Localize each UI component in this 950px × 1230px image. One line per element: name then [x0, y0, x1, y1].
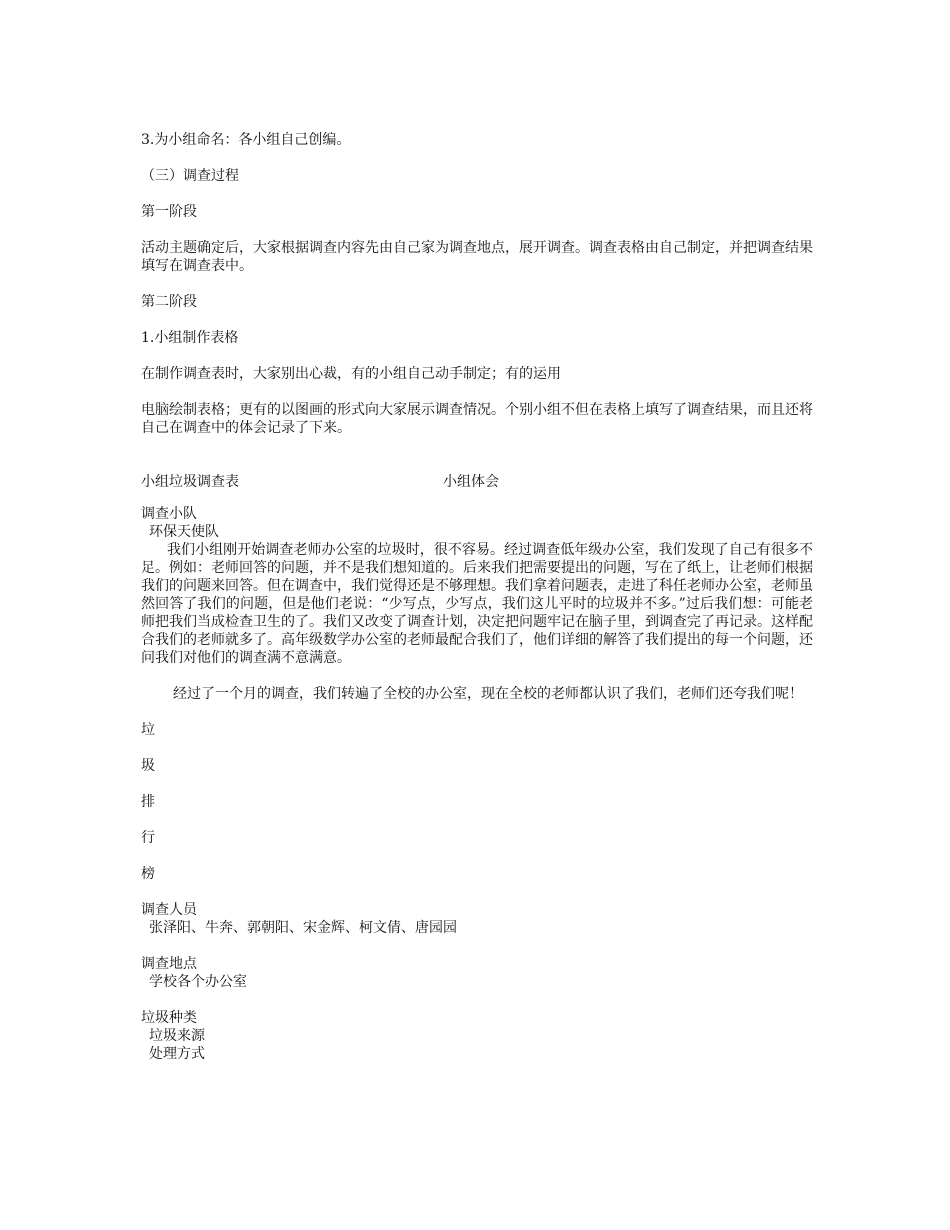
garbage-type-label: 垃圾种类: [141, 1010, 197, 1026]
ranking-char: 排: [141, 794, 155, 810]
garbage-method-label: 处理方式: [149, 1046, 205, 1062]
ranking-char: 圾: [141, 758, 155, 774]
section-heading-survey-process: （三）调查过程: [141, 168, 239, 184]
stage-2-item-1: 1.小组制作表格: [141, 330, 239, 346]
members-list: 张泽阳、牛奔、郭朝阳、宋金辉、柯文倩、唐园园: [149, 920, 457, 936]
ranking-char: 行: [141, 830, 155, 846]
document-page: [141, 131, 813, 1077]
table-title-row: [141, 473, 813, 491]
table-title-right: 小组体会: [443, 474, 499, 490]
ranking-char: 榜: [141, 866, 155, 882]
ranking-char: 垃: [141, 722, 155, 738]
garbage-source-label: 垃圾来源: [149, 1028, 205, 1044]
stage-2-heading: 第二阶段: [141, 294, 197, 310]
stage-2-text-1: 在制作调查表时，大家别出心裁，有的小组自己动手制定；有的运用: [141, 366, 561, 382]
table-title-left: 小组垃圾调查表: [141, 474, 239, 490]
garbage-columns-block: [141, 1009, 813, 1063]
reflection-paragraph-2: 经过了一个月的调查，我们转遍了全校的办公室，现在全校的老师都认识了我们，老师们还夸我们呢！: [173, 686, 803, 702]
stage-2-text-2: 电脑绘制表格；更有的以图画的形式向大家展示调查情况。个别小组不但在表格上填写了调查结果，而且还将自己在调查中的体会记录了下来。: [141, 402, 813, 436]
team-block: [141, 505, 813, 667]
location-value: 学校各个办公室: [149, 974, 247, 990]
ranking-vertical-title: [141, 721, 813, 883]
stage-1-text: 活动主题确定后，大家根据调查内容先由自己家为调查地点，展开调查。调查表格由自己制定，并把调查结果填写在调查表中。: [141, 240, 813, 274]
members-block: [141, 901, 813, 937]
team-label: 调查小队: [141, 506, 197, 522]
item-3-naming: 3.为小组命名：各小组自己创编。: [141, 132, 351, 148]
stage-1-heading: 第一阶段: [141, 204, 197, 220]
members-label: 调查人员: [141, 902, 197, 918]
reflection-paragraph-1: 我们小组刚开始调查老师办公室的垃圾时，很不容易。经过调查低年级办公室，我们发现了自己有很多不足。例如：老师回答的问题，并不是我们想知道的。后来我们把需要提出的问题，写在了纸上，让老师们根据我们的问题来回答。但在调查中，我们觉得还是不够理想。我们拿着问题表，走进了科任老师办公室，老师虽然回答了我们的问题，但是他们老说：“少写点，少写点，我们这儿平时的垃圾并不多。”过后我们想：可能老师把我们当成检查卫生的了。我们又改变了调查计划，决定把问题牢记在脑子里，到调查完了再记录。这样配合我们的老师就多了。高年级数学办公室的老师最配合我们了，他们详细的解答了我们提出的每一个问题，还问我们对他们的调查满不意满意。: [141, 542, 813, 666]
location-block: [141, 955, 813, 991]
team-name: 环保天使队: [149, 524, 219, 540]
location-label: 调查地点: [141, 956, 197, 972]
